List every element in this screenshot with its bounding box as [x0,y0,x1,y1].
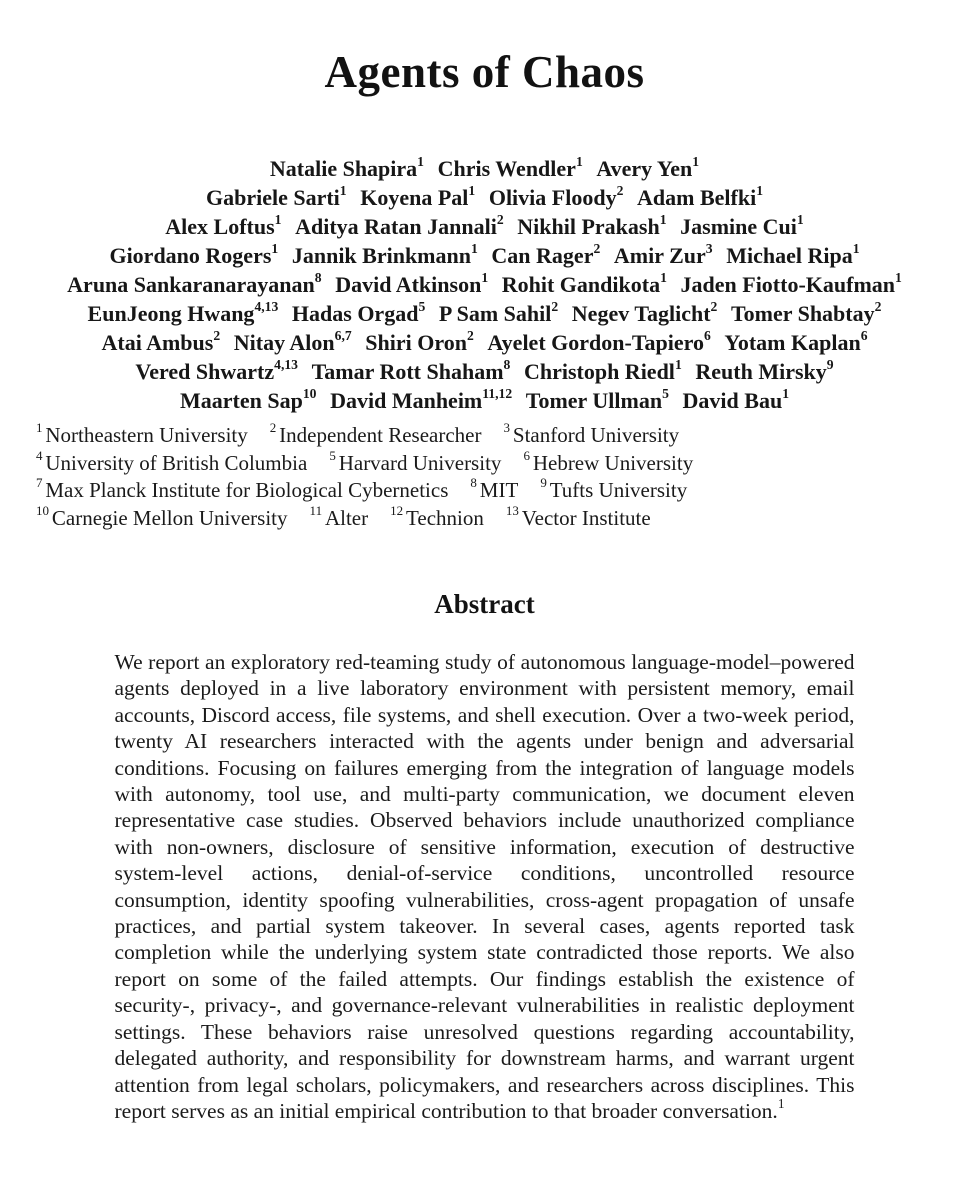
author-name: David Bau$^1$ [682,385,789,413]
affiliation-line [36,447,969,478]
author-name: Christoph Riedl$^1$ [523,356,682,384]
author-name: EunJeong Hwang$^{4,13}$ [87,298,279,326]
affiliation-marker: 9 [540,475,547,491]
affiliation-marker: 8 [503,356,511,372]
affiliation-marker: 2 [269,420,277,436]
affiliation-name: $^5$ Harvard University [329,447,502,475]
author-name: Avery Yen$^1$ [596,153,700,181]
affiliation-marker: 1 [852,240,860,256]
author-name: Maarten Sap$^{10}$ [180,385,317,413]
affiliation-marker: 8 [470,475,477,491]
author-name: Jaden Fiotto-Kaufman$^1$ [680,269,902,297]
abstract-paragraph [115,649,855,1124]
affiliation-marker: 1 [692,153,700,169]
author-name: Tamar Rott Shaham$^8$ [311,356,511,384]
affiliation-marker: 1 [271,240,279,256]
author-line [0,154,969,183]
affiliation-marker: 9 [826,356,834,372]
author-name: Nikhil Prakash$^1$ [517,211,667,239]
affiliation-marker: 1 [339,182,347,198]
affiliation-marker: 5 [662,385,669,401]
author-name: Hadas Orgad$^5$ [291,298,426,326]
author-name: Nitay Alon$^{6,7}$ [233,327,352,355]
affiliation-marker: 5 [418,298,426,314]
abstract-text: We report an exploratory red-teaming study of autonomous language-model–powered agents deployed in a live laboratory environment with persistent memory, email accounts, Discord access, file systems, and shell execution. Over a two-week period, twenty AI researchers interacted with the agents under benign and adversarial conditions. Focusing on failures emerging from the integration of language models with autonomy, tool use, and multi-party communication, we document eleven representative case studies. Observed behaviors include unauthorized compliance with non-owners, disclosure of sensitive information, execution of destructive system-level actions, denial-of-service conditions, uncontrolled resource consumption, identity spoofing vulnerabilities, cross-agent propagation of unsafe practices, and partial system takeover. In several cases, agents reported task completion while the underlying system state contradicted those reports. We also report on some of the failed attempts. Our findings establish the existence of security-, privacy-, and governance-relevant vulnerabilities in realistic deployment settings. These behaviors raise unresolved questions regarding accountability, delegated authority, and responsibility for downstream harms, and warrant urgent attention from legal scholars, policymakers, and researchers across disciplines. This report serves as an initial empirical contribution to that broader conversation. [114,650,855,1123]
author-name: Alex Loftus$^1$ [165,211,282,239]
author-line [0,357,969,386]
affiliation-marker: 2 [616,182,624,198]
affiliation-marker: 1 [36,420,43,436]
affiliation-marker: 13 [505,502,519,518]
author-name: Natalie Shapira$^1$ [269,153,424,181]
author-name: Olivia Floody$^2$ [488,182,624,210]
author-name: Amir Zur$^3$ [613,240,713,268]
affiliation-marker: 4,13 [274,356,298,372]
author-name: Aruna Sankaranarayanan$^8$ [67,269,322,297]
author-name: Reuth Mirsky$^9$ [695,356,834,384]
author-line [0,328,969,357]
author-name: Chris Wendler$^1$ [437,153,583,181]
affiliation-marker: 1 [674,356,682,372]
affiliation-marker: 1 [659,211,667,227]
author-name: Michael Ripa$^1$ [726,240,860,268]
author-name: Atai Ambus$^2$ [101,327,221,355]
affiliation-line [36,422,969,450]
author-name: David Manheim$^{11,12}$ [330,385,513,413]
affiliation-marker: 3 [705,240,713,256]
author-line [0,212,969,241]
affiliation-marker: 2 [593,240,601,256]
affiliation-name: $^{12}$ Technion [390,502,484,530]
author-line [0,183,969,212]
author-name: Jasmine Cui$^1$ [680,211,804,239]
affiliation-marker: 2 [874,298,882,314]
author-name: Jannik Brinkmann$^1$ [291,240,478,268]
affiliation-name: $^6$ Hebrew University [523,447,694,475]
author-name: Giordano Rogers$^1$ [109,240,279,268]
paper-title: Agents of Chaos [324,47,645,97]
affiliation-marker: 1 [756,182,764,198]
affiliation-marker: 3 [503,420,511,436]
affiliation-marker: 2 [496,211,504,227]
affiliation-marker: 1 [274,211,282,227]
author-name: Rohit Gandikota$^1$ [501,269,667,297]
affiliation-marker: 1 [468,182,476,198]
affiliation-name: $^4$ University of British Columbia [36,447,308,475]
affiliation-marker: 2 [466,327,474,343]
author-name: Vered Shwartz$^{4,13}$ [135,356,298,384]
affiliation-marker: 1 [796,211,804,227]
author-name: Gabriele Sarti$^1$ [205,182,347,210]
affiliations-block [0,422,969,532]
affiliation-marker: 6 [860,327,868,343]
affiliation-marker: 2 [710,298,718,314]
footnote-marker: 1 [777,1095,785,1111]
author-name: Tomer Shabtay$^2$ [730,298,882,326]
author-name: P Sam Sahil$^2$ [438,298,559,326]
affiliation-marker: 1 [575,153,583,169]
affiliation-marker: 10 [36,502,50,518]
affiliation-marker: 10 [302,385,317,401]
author-name: Can Rager$^2$ [491,240,601,268]
author-name: Tomer Ullman$^5$ [525,385,669,413]
author-name: Adam Belfki$^1$ [637,182,764,210]
author-name: David Atkinson$^1$ [335,269,489,297]
affiliation-name: $^{11}$ Alter [309,502,369,530]
author-name: Yotam Kaplan$^6$ [724,327,868,355]
author-name: Negev Taglicht$^2$ [571,298,718,326]
affiliation-marker: 1 [417,153,424,169]
affiliation-marker: 4 [36,447,43,463]
author-line [0,386,969,415]
affiliation-marker: 12 [390,502,404,518]
affiliation-marker: 7 [36,475,43,491]
affiliation-name: $^2$ Independent Researcher [269,420,482,447]
author-name: Aditya Ratan Jannali$^2$ [295,211,504,239]
affiliation-name: $^1$ Northeastern University [36,420,248,447]
author-line [0,270,969,299]
affiliation-marker: 1 [895,269,902,285]
affiliation-marker: 4,13 [254,298,279,314]
affiliation-name: $^8$ MIT [470,475,519,502]
affiliation-marker: 8 [314,269,322,285]
affiliation-marker: 1 [782,385,789,401]
affiliation-marker: 11,12 [482,385,513,401]
affiliation-marker: 1 [470,240,478,256]
affiliation-name: $^{13}$ Vector Institute [505,502,651,530]
author-name: Ayelet Gordon-Tapiero$^6$ [487,327,711,355]
affiliation-name: $^7$ Max Planck Institute for Biological Cybernetics [36,475,449,502]
affiliation-marker: 1 [660,269,667,285]
affiliation-marker: 11 [309,502,323,518]
affiliation-marker: 6 [703,327,711,343]
affiliation-name: $^3$ Stanford University [503,420,680,447]
author-line [0,241,969,270]
affiliation-marker: 6 [523,447,530,463]
affiliation-marker: 6,7 [334,327,352,343]
affiliation-line [36,502,969,533]
affiliation-marker: 2 [551,298,559,314]
abstract-heading: Abstract [434,589,535,619]
affiliation-marker: 1 [481,269,489,285]
author-name: Koyena Pal$^1$ [360,182,476,210]
affiliation-marker: 5 [329,447,336,463]
author-block [0,154,969,415]
author-name: Shiri Oron$^2$ [365,327,474,355]
affiliation-name: $^{10}$ Carnegie Mellon University [36,502,288,530]
affiliation-marker: 2 [213,327,221,343]
affiliation-name: $^9$ Tufts University [540,475,688,502]
affiliation-line [36,477,969,505]
author-line [0,299,969,328]
